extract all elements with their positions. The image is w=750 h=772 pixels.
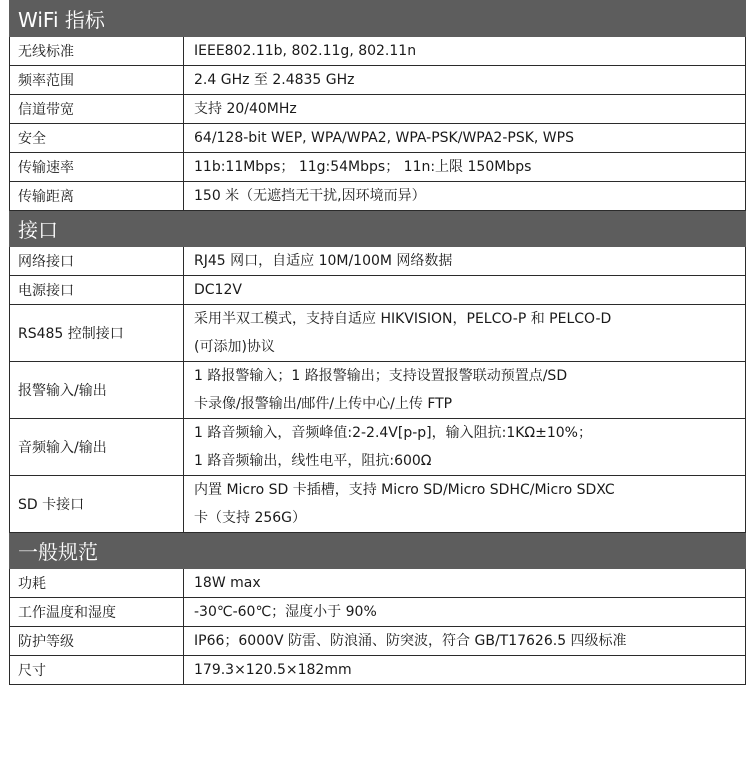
spec-label: 报警输入/输出 [10,362,184,419]
spec-label: 工作温度和湿度 [10,598,184,627]
spec-value-line: DC12V [194,282,242,298]
spec-value-line: 11b:11Mbps； 11g:54Mbps； 11n:上限 150Mbps [194,159,532,175]
spec-value-line: 1 路音频输入，音频峰值:2-2.4V[p-p]，输入阻抗:1KΩ±10%； [194,425,592,441]
spec-value [184,419,746,476]
spec-value-line: 64/128-bit WEP, WPA/WPA2, WPA-PSK/WPA2-PSK, WPS [194,130,574,146]
spec-table [9,0,746,685]
spec-value-line: 18W max [194,575,261,591]
spec-value [184,476,746,533]
spec-sheet [9,0,745,685]
spec-label: 信道带宽 [10,95,184,124]
spec-label: 频率范围 [10,66,184,95]
section-title: 一般规范 [10,533,746,569]
spec-value-line: 支持 20/40MHz [194,101,297,117]
spec-table-body [10,1,746,685]
spec-label: 安全 [10,124,184,153]
spec-row [10,124,746,153]
spec-value-line: 150 米（无遮挡无干扰,因环境而异） [194,188,426,204]
spec-row [10,419,746,476]
section-header [10,1,746,37]
spec-value [184,66,746,95]
spec-row [10,305,746,362]
spec-label: 网络接口 [10,247,184,276]
spec-label: 尺寸 [10,656,184,685]
spec-label: 无线标准 [10,37,184,66]
spec-value [184,182,746,211]
spec-value-line: -30℃-60℃；湿度小于 90% [194,604,377,620]
spec-value [184,569,746,598]
spec-value [184,627,746,656]
spec-label: 传输距离 [10,182,184,211]
spec-value-line: (可添加)协议 [194,339,275,355]
spec-value-line: 179.3×120.5×182mm [194,662,352,678]
section-header [10,533,746,569]
spec-label: 电源接口 [10,276,184,305]
spec-row [10,569,746,598]
spec-row [10,598,746,627]
section-header [10,211,746,247]
spec-label: 防护等级 [10,627,184,656]
spec-value-line: IEEE802.11b, 802.11g, 802.11n [194,43,417,59]
spec-row [10,276,746,305]
spec-value-line: 内置 Micro SD 卡插槽，支持 Micro SD/Micro SDHC/Micro SDXC [194,482,615,498]
spec-row [10,95,746,124]
spec-row [10,182,746,211]
spec-value-line: IP66；6000V 防雷、防浪涌、防突波，符合 GB/T17626.5 四级标准 [194,633,627,649]
spec-label: SD 卡接口 [10,476,184,533]
spec-value [184,247,746,276]
spec-row [10,362,746,419]
spec-value [184,362,746,419]
spec-value-line: 1 路报警输入；1 路报警输出；支持设置报警联动预置点/SD [194,368,568,384]
spec-value [184,276,746,305]
spec-value [184,305,746,362]
spec-value-line: 采用半双工模式，支持自适应 HIKVISION，PELCO-P 和 PELCO-D [194,311,612,327]
spec-value-line: RJ45 网口，自适应 10M/100M 网络数据 [194,253,453,269]
spec-value-line: 卡（支持 256G） [194,510,307,526]
spec-label: 音频输入/输出 [10,419,184,476]
spec-value [184,124,746,153]
spec-value [184,153,746,182]
spec-row [10,247,746,276]
spec-value-line: 卡录像/报警输出/邮件/上传中心/上传 FTP [194,396,453,412]
spec-value-line: 1 路音频输出，线性电平，阻抗:600Ω [194,453,432,469]
spec-row [10,627,746,656]
spec-value [184,95,746,124]
spec-row [10,153,746,182]
spec-value-line: 2.4 GHz 至 2.4835 GHz [194,72,355,88]
spec-row [10,476,746,533]
spec-value [184,656,746,685]
spec-value [184,37,746,66]
spec-label: 功耗 [10,569,184,598]
spec-row [10,37,746,66]
spec-row [10,66,746,95]
section-title: 接口 [10,211,746,247]
spec-value [184,598,746,627]
section-title: WiFi 指标 [10,1,746,37]
spec-row [10,656,746,685]
spec-label: RS485 控制接口 [10,305,184,362]
spec-label: 传输速率 [10,153,184,182]
